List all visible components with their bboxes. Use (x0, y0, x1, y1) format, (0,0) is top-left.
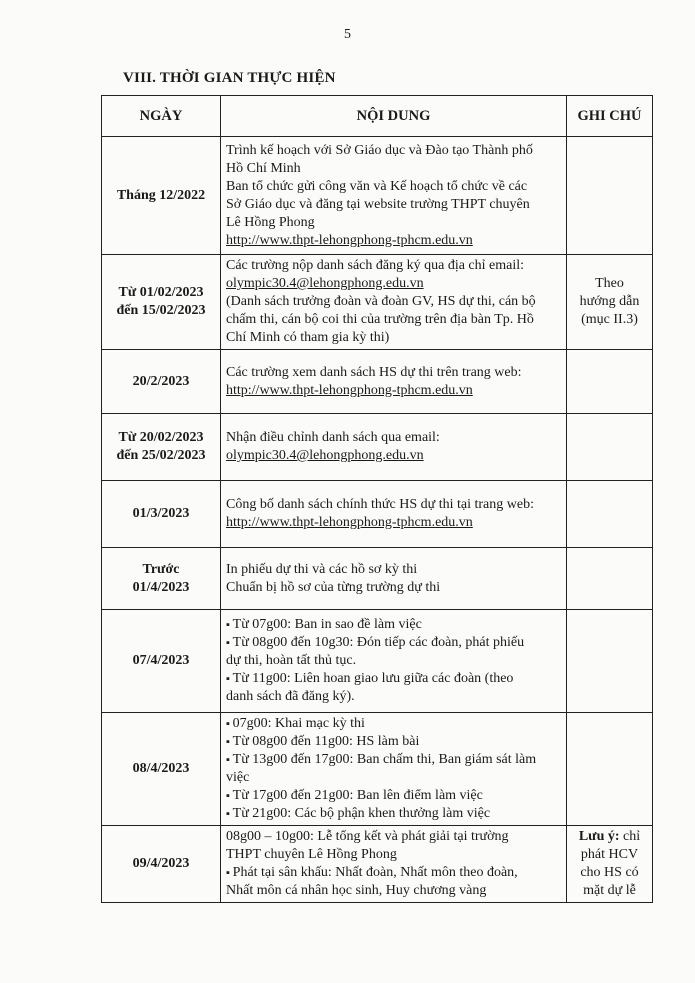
table-row (102, 713, 653, 826)
row-date (102, 548, 221, 610)
content-line: 08g00 – 10g00: Lễ tổng kết và phát giải tại trường (226, 829, 509, 844)
content-line: Các trường nộp danh sách đăng ký qua địa chỉ email: (226, 258, 525, 273)
row-date (102, 255, 221, 350)
row-note (567, 137, 653, 255)
content-line: việc (226, 770, 250, 785)
content-line: (Danh sách trưởng đoàn và đoàn GV, HS dự thi, cán bộ (226, 294, 536, 309)
content-bullet-line: ▪ Từ 17g00 đến 21g00: Ban lên điểm làm việc (226, 787, 562, 805)
date-line: Từ 20/02/2023 (118, 430, 204, 445)
date-line: 01/4/2023 (132, 579, 190, 595)
date-line: đến 25/02/2023 (116, 448, 206, 463)
content-bullet-line: ▪ Từ 07g00: Ban in sao đề làm việc (226, 616, 562, 634)
note-lead: Lưu ý: (578, 829, 620, 844)
row-date (102, 350, 221, 414)
date-line: 08/4/2023 (132, 761, 190, 776)
table-row (102, 826, 653, 903)
content-bullet-line: ▪ Từ 13g00 đến 17g00: Ban chấm thi, Ban giám sát làm (226, 751, 562, 769)
section-title: VIII. THỜI GIAN THỰC HIỆN (123, 70, 336, 86)
row-content (221, 414, 567, 481)
content-bullet-line: ▪ Từ 08g00 đến 10g30: Đón tiếp các đoàn, phát phiếu (226, 634, 562, 652)
content-link[interactable]: http://www.thpt-lehongphong-tphcm.edu.vn (226, 382, 473, 398)
note-line: phát HCV (580, 847, 639, 862)
content-line: chấm thi, cán bộ coi thi của trường trên địa bàn Tp. Hồ (226, 312, 534, 327)
table-row (102, 350, 653, 414)
content-bullet-line: ▪ Từ 11g00: Liên hoan giao lưu giữa các đoàn (theo (226, 670, 562, 688)
content-link[interactable]: http://www.thpt-lehongphong-tphcm.edu.vn (226, 515, 473, 530)
date-line: 01/3/2023 (132, 506, 190, 521)
content-line: danh sách đã đăng ký). (226, 689, 355, 704)
table-row (102, 255, 653, 350)
table-row (102, 414, 653, 481)
row-note (567, 713, 653, 826)
note-line: mặt dự lễ (583, 883, 636, 898)
date-line: 07/4/2023 (132, 653, 190, 668)
header-date: NGÀY (102, 96, 221, 137)
table-header-row (102, 96, 653, 137)
date-line: Từ 01/02/2023 (118, 285, 204, 300)
content-line: Trình kế hoạch với Sở Giáo dục và Đào tạo Thành phố (226, 142, 533, 158)
row-note (567, 414, 653, 481)
row-note (567, 610, 653, 713)
row-content (221, 548, 567, 610)
date-line: 09/4/2023 (132, 856, 190, 871)
header-content: NỘI DUNG (221, 96, 567, 137)
content-line: Sở Giáo dục và đăng tại website trường THPT chuyên (226, 196, 530, 212)
content-line: Nhận điều chỉnh danh sách qua email: (226, 430, 440, 445)
row-date (102, 610, 221, 713)
row-content (221, 137, 567, 255)
row-content (221, 255, 567, 350)
content-line: Ban tổ chức gửi công văn và Kế hoạch tổ chức về các (226, 178, 528, 194)
row-content (221, 350, 567, 414)
row-content (221, 826, 567, 903)
content-line: In phiếu dự thi và các hồ sơ kỳ thi (226, 561, 418, 577)
content-bullet-line: ▪ Từ 21g00: Các bộ phận khen thưởng làm việc (226, 805, 562, 823)
content-bullet-line: ▪ 07g00: Khai mạc kỳ thi (226, 715, 562, 733)
table-row (102, 137, 653, 255)
schedule-table (101, 95, 653, 903)
row-date (102, 414, 221, 481)
row-date (102, 137, 221, 255)
content-bullet-line: ▪ Từ 08g00 đến 11g00: HS làm bài (226, 733, 562, 751)
schedule-body (102, 137, 653, 903)
note-line: cho HS có (580, 865, 639, 880)
row-date (102, 713, 221, 826)
content-line: Chuẩn bị hồ sơ của từng trường dự thi (226, 579, 441, 595)
note-line: Lưu ý: chỉ (578, 829, 641, 844)
row-note (567, 826, 653, 903)
header-note: GHI CHÚ (567, 96, 653, 137)
content-line: Hồ Chí Minh (226, 160, 301, 176)
date-line: Trước (142, 561, 180, 577)
row-content (221, 610, 567, 713)
table-row (102, 548, 653, 610)
content-line: dự thi, hoàn tất thủ tục. (226, 653, 357, 668)
content-line: Các trường xem danh sách HS dự thi trên trang web: (226, 364, 522, 380)
content-line: Công bố danh sách chính thức HS dự thi tại trang web: (226, 497, 534, 512)
content-line: Chí Minh có tham gia kỳ thi) (226, 330, 390, 345)
row-content (221, 713, 567, 826)
content-line: Nhất môn cá nhân học sinh, Huy chương vàng (226, 883, 487, 898)
content-link[interactable]: http://www.thpt-lehongphong-tphcm.edu.vn (226, 232, 473, 248)
row-date (102, 826, 221, 903)
date-line: Tháng 12/2022 (116, 187, 206, 203)
note-line: (mục II.3) (581, 312, 638, 327)
page-number: 5 (344, 27, 351, 42)
content-bullet-line: ▪ Phát tại sân khấu: Nhất đoàn, Nhất môn theo đoàn, (226, 864, 562, 882)
content-link[interactable]: olympic30.4@lehongphong.edu.vn (226, 276, 424, 291)
date-line: 20/2/2023 (132, 373, 190, 389)
row-content (221, 481, 567, 548)
content-link[interactable]: olympic30.4@lehongphong.edu.vn (226, 448, 424, 463)
content-line: THPT chuyên Lê Hồng Phong (226, 847, 397, 862)
table-row (102, 610, 653, 713)
content-line: Lê Hồng Phong (226, 214, 315, 230)
note-line: Theo (595, 276, 624, 291)
row-note (567, 548, 653, 610)
row-note (567, 255, 653, 350)
row-note (567, 481, 653, 548)
date-line: đến 15/02/2023 (116, 303, 206, 318)
note-line: hướng dẫn (579, 294, 640, 309)
row-note (567, 350, 653, 414)
table-row (102, 481, 653, 548)
row-date (102, 481, 221, 548)
